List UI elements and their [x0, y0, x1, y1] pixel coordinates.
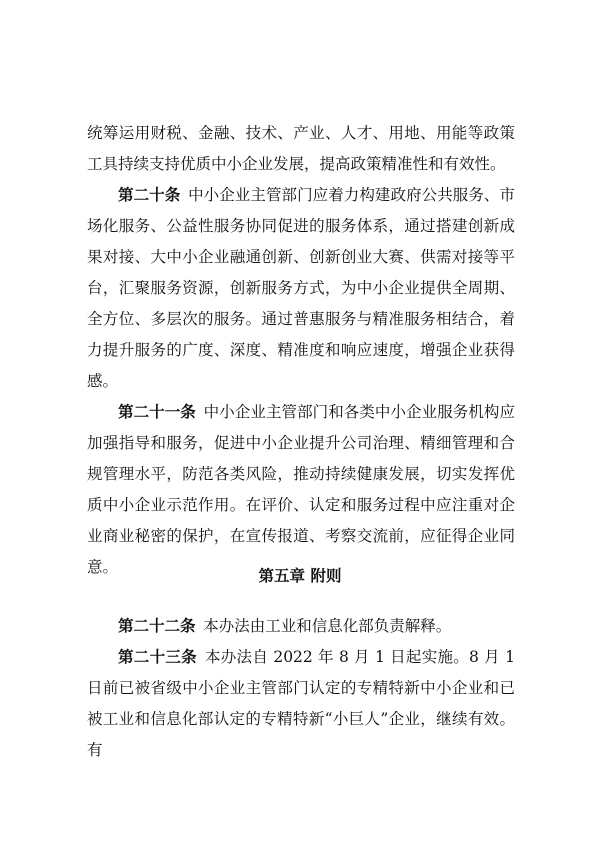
- paragraph-continuation: 统筹运用财税、金融、技术、产业、人才、用地、用能等政策工具持续支持优质中小企业发展，提高政策精准性和有效性。: [87, 124, 515, 173]
- article-20-number: 第二十条: [118, 186, 181, 204]
- article-21: [87, 397, 515, 583]
- article-22: [87, 611, 515, 642]
- article-23-text: 本办法自 2022 年 8 月 1 日起实施。8 月 1 日前已被省级中小企业主管部门认定的专精特新中小企业和已被工业和信息化部认定的专精特新“小巨人”企业，继续有效。有: [87, 648, 515, 759]
- article-21-number: 第二十一条: [118, 403, 196, 421]
- article-21-text: 中小企业主管部门和各类中小企业服务机构应加强指导和服务，促进中小企业提升公司治理、精细管理和合规管理水平，防范各类风险，推动持续健康发展，切实发挥优质中小企业示范作用。在评价、认定和服务过程中应注重对企业商业秘密的保护，在宣传报道、考察交流前，应征得企业同意。: [87, 403, 515, 576]
- article-23-number: 第二十三条: [118, 648, 197, 666]
- article-22-number: 第二十二条: [118, 617, 196, 635]
- article-20-text: 中小企业主管部门应着力构建政府公共服务、市场化服务、公益性服务协同促进的服务体系，通过搭建创新成果对接、大中小企业融通创新、创新创业大赛、供需对接等平台，汇聚服务资源，创新服务方式，为中小企业提供全周期、全方位、多层次的服务。通过普惠服务与精准服务相结合，着力提升服务的广度、深度、精准度和响应速度，增强企业获得感。: [87, 186, 515, 390]
- body-lower: [87, 611, 515, 766]
- article-22-text: 本办法由工业和信息化部负责解释。: [203, 617, 452, 635]
- chapter-heading: 第五章 附则: [258, 567, 342, 585]
- body-upper: [87, 118, 515, 583]
- article-23: [87, 642, 515, 766]
- article-20: [87, 180, 515, 397]
